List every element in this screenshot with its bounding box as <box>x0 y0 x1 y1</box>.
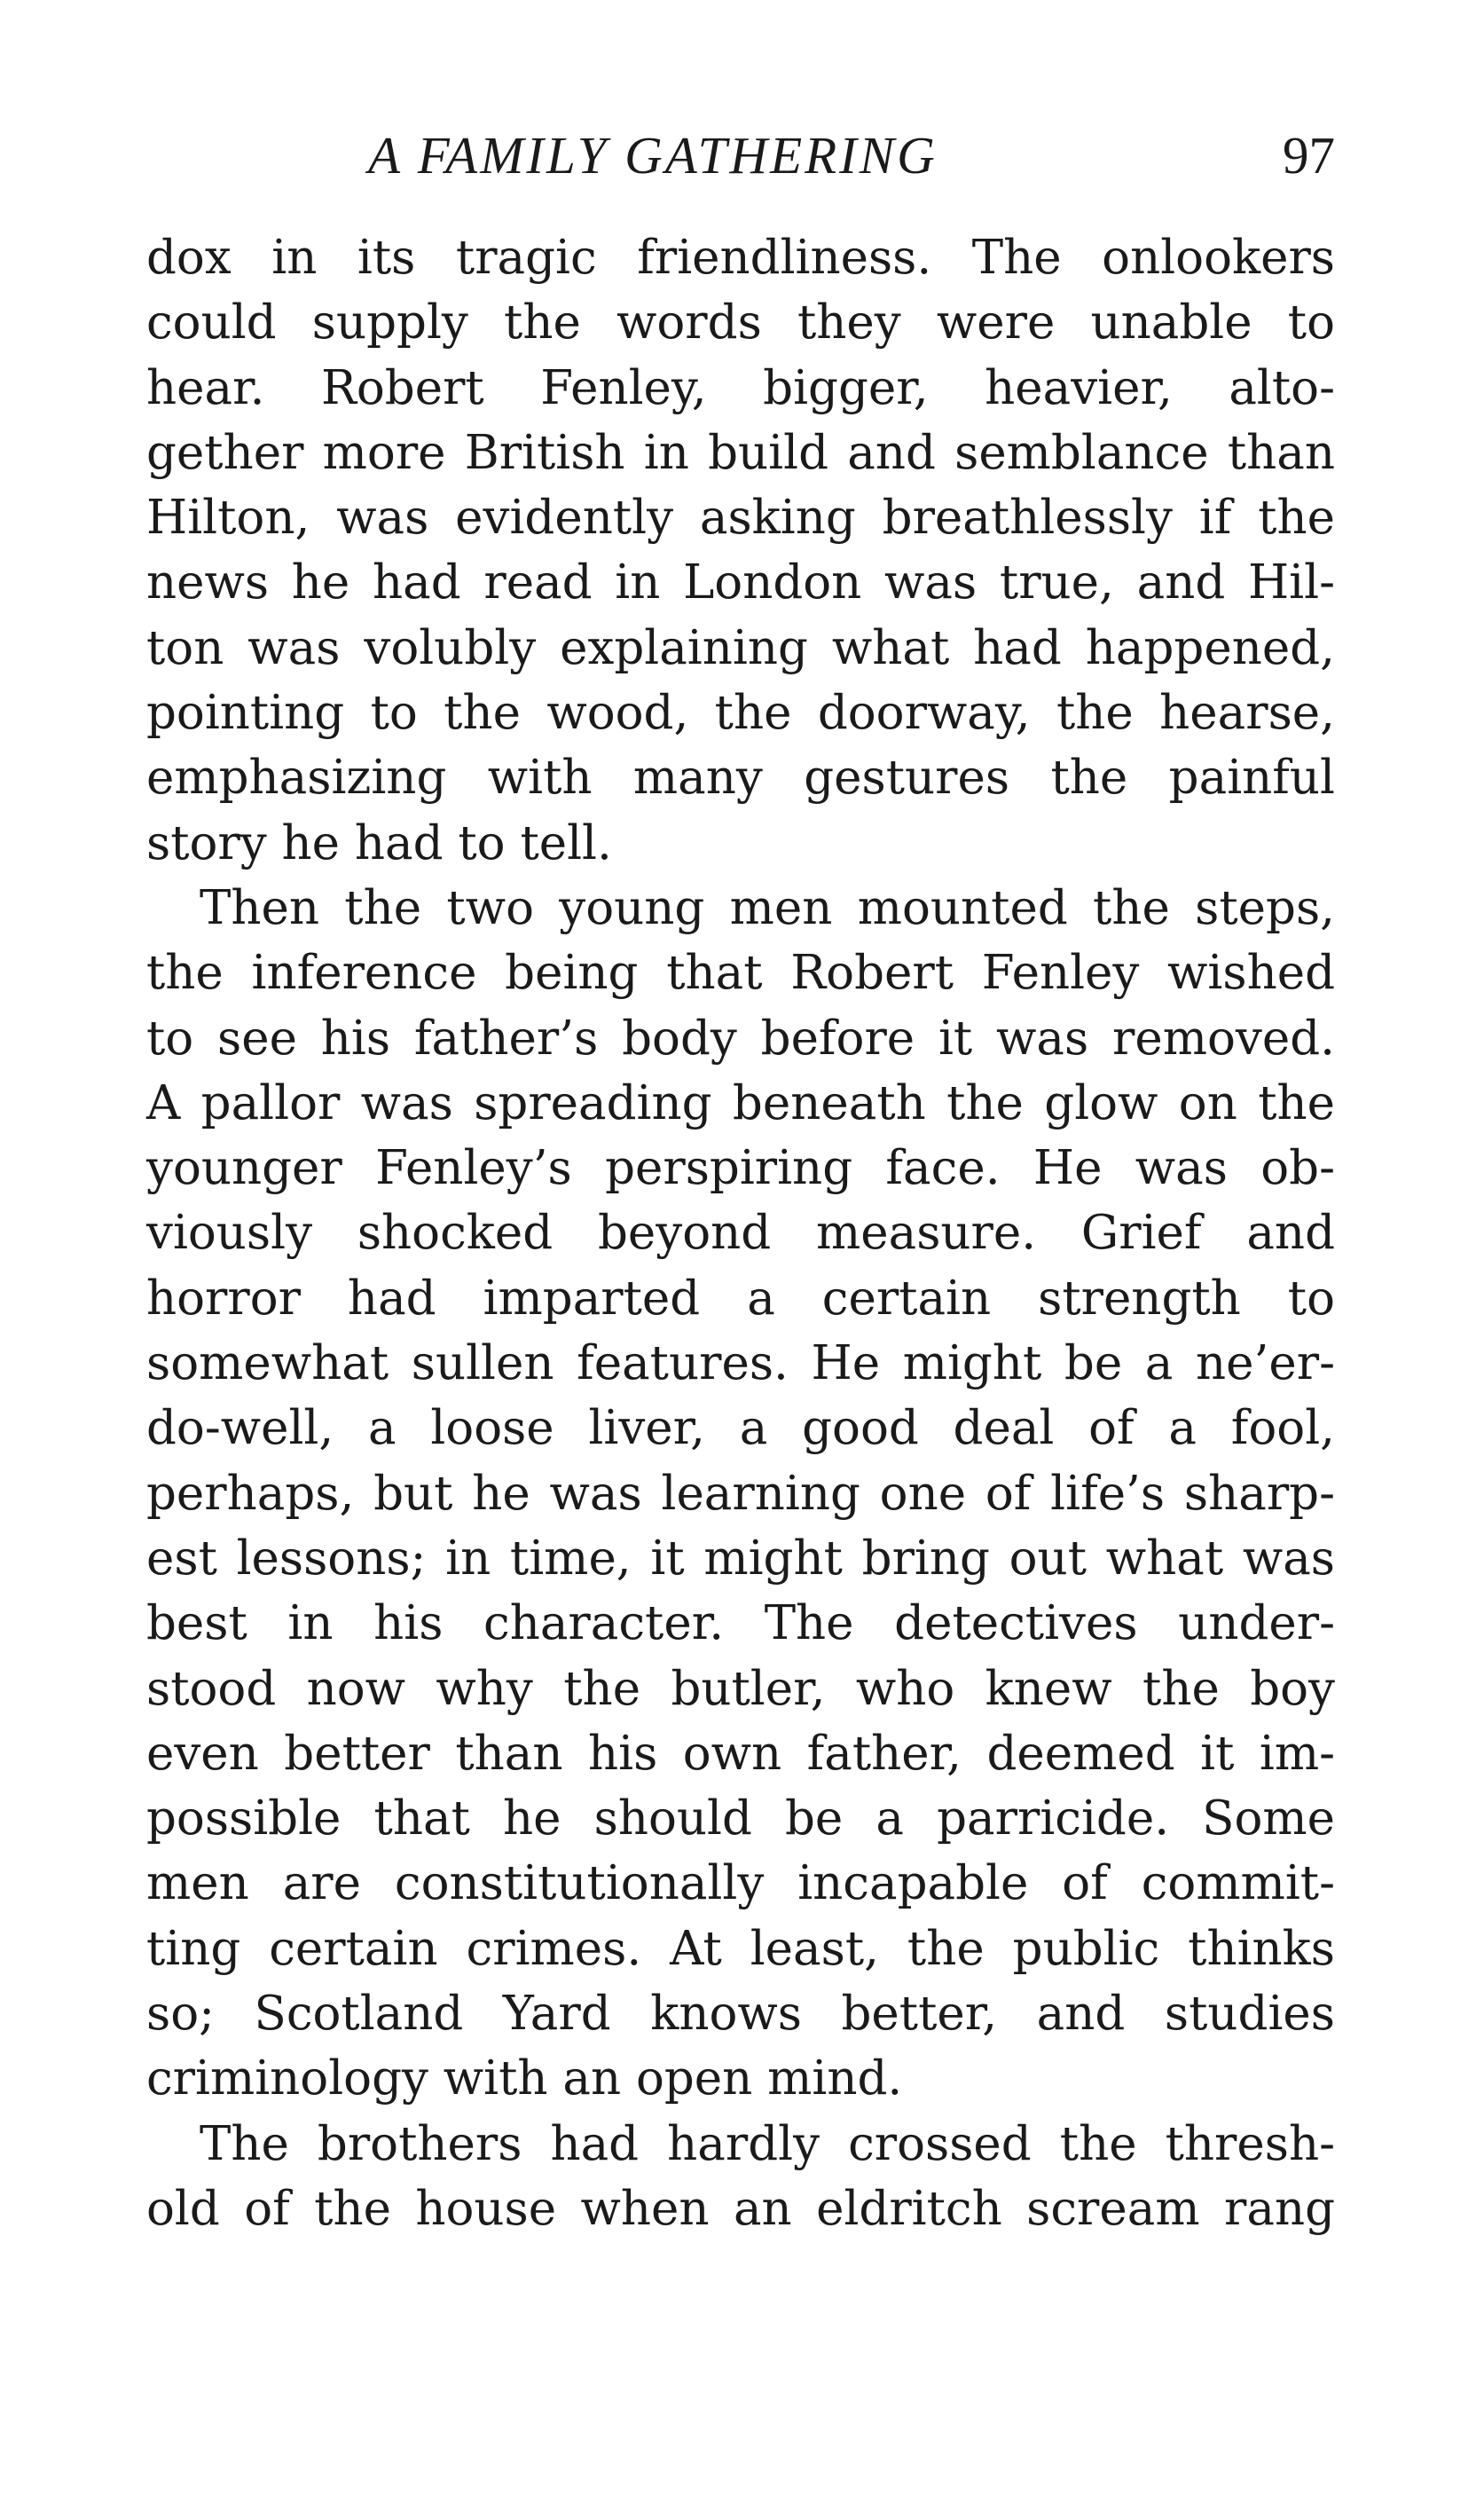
text-line: could supply the words they were unable to <box>146 295 1335 350</box>
text-line: ton was volubly explaining what had happened, <box>146 620 1335 675</box>
text-line: ting certain crimes. At least, the public thinks <box>146 1921 1335 1976</box>
text-line: Hilton, was evidently asking breathlessly if the <box>146 491 1335 546</box>
text-line: est lessons; in time, it might bring out what was <box>146 1531 1335 1586</box>
text-line: A pallor was spreading beneath the glow on the <box>146 1075 1335 1130</box>
paragraph-3 <box>146 2112 1335 2242</box>
text-line: Then the two young men mounted the steps, <box>200 880 1335 935</box>
text-line: horror had imparted a certain strength to <box>146 1271 1335 1326</box>
text-line: the inference being that Robert Fenley wished <box>146 946 1335 1001</box>
text-line: news he had read in London was true, and Hil- <box>146 555 1335 610</box>
text-line: possible that he should be a parricide. Some <box>146 1791 1335 1846</box>
text-line: so; Scotland Yard knows better, and studies <box>146 1987 1335 2042</box>
text-line: gether more British in build and semblance than <box>146 425 1335 480</box>
text-line: pointing to the wood, the doorway, the hearse, <box>146 686 1335 741</box>
paragraph-1 <box>146 225 1335 876</box>
text-line: somewhat sullen features. He might be a ne’er- <box>146 1336 1335 1391</box>
text-line: The brothers had hardly crossed the thresh- <box>200 2116 1335 2171</box>
paragraph-2 <box>146 876 1335 2112</box>
text-line: dox in its tragic friendliness. The onlookers <box>146 231 1335 285</box>
text-line: stood now why the butler, who knew the boy <box>146 1661 1335 1716</box>
text-line: old of the house when an eldritch scream rang <box>146 2181 1335 2236</box>
running-head <box>146 120 1335 191</box>
page-number: 97 <box>1283 126 1335 185</box>
text-line: to see his father’s body before it was removed. <box>146 1011 1335 1066</box>
text-line: men are constitutionally incapable of commit- <box>146 1856 1335 1911</box>
text-line: hear. Robert Fenley, bigger, heavier, alto- <box>146 360 1335 415</box>
text-line: emphasizing with many gestures the painful <box>146 751 1335 806</box>
text-line: viously shocked beyond measure. Grief and <box>146 1206 1335 1261</box>
running-title: A FAMILY GATHERING <box>368 126 938 185</box>
text-line: do-well, a loose liver, a good deal of a fool, <box>146 1401 1335 1456</box>
text-line: perhaps, but he was learning one of life’s sharp- <box>146 1466 1335 1521</box>
text-line: story he had to tell. <box>146 815 612 870</box>
text-line: younger Fenley’s perspiring face. He was ob- <box>146 1141 1335 1196</box>
text-line: even better than his own father, deemed it im- <box>146 1726 1335 1781</box>
body-text <box>146 225 1335 2241</box>
text-line: best in his character. The detectives under- <box>146 1596 1335 1651</box>
text-line: criminology with an open mind. <box>146 2051 903 2106</box>
